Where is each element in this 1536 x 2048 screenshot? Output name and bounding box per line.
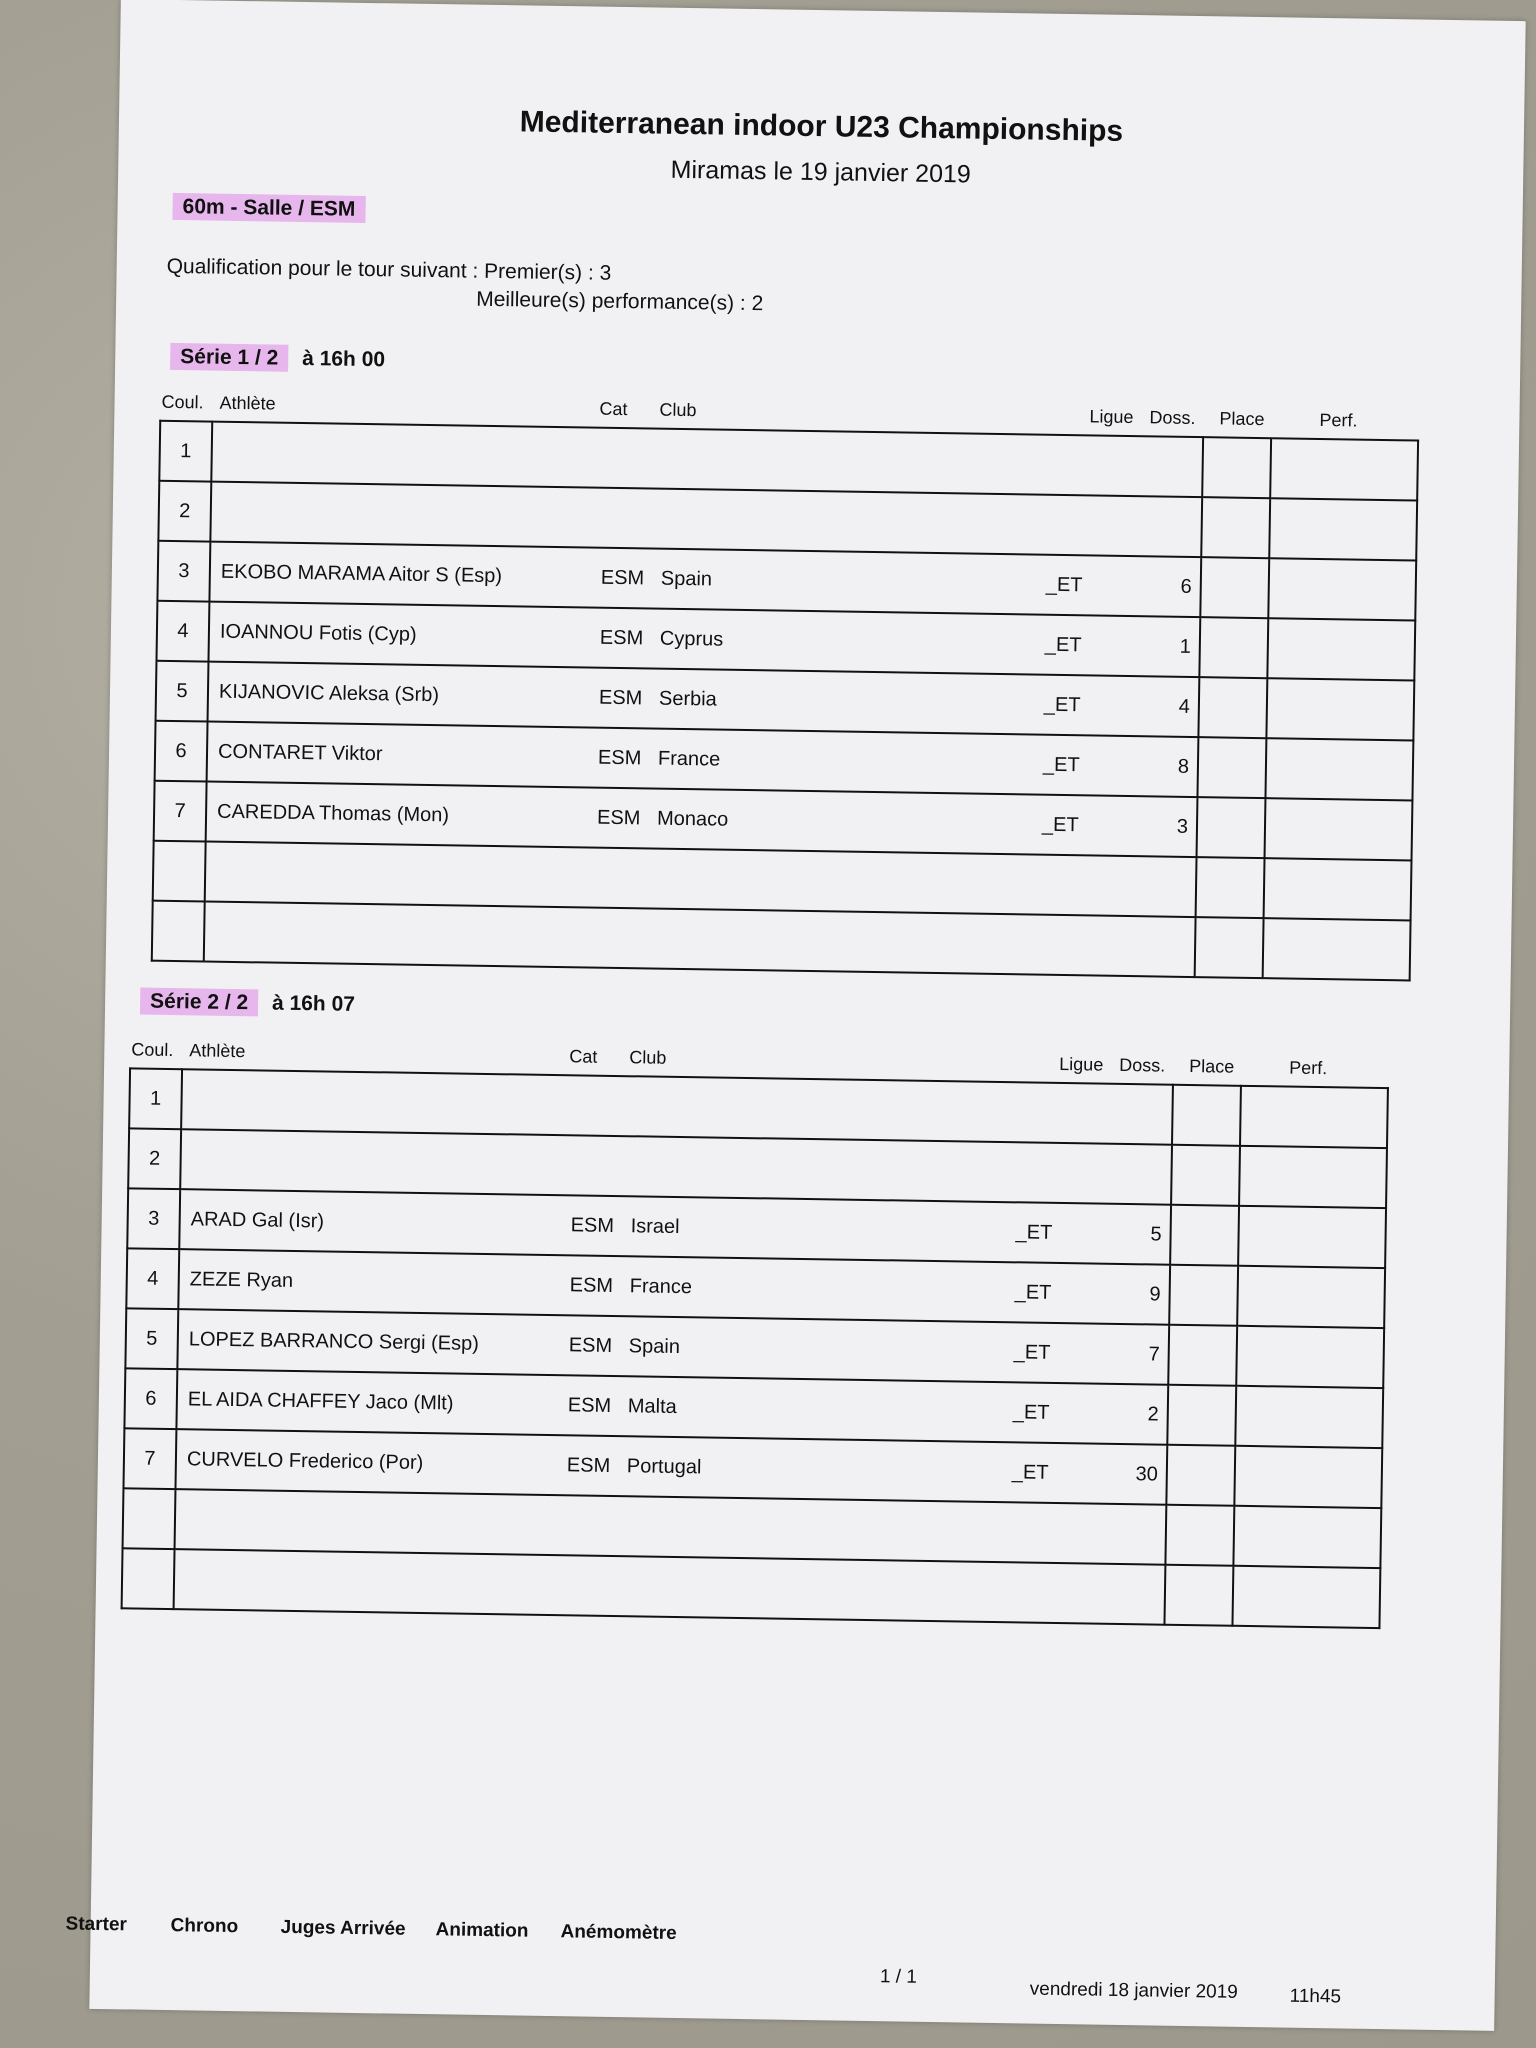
athlete-ligue: _ET <box>1014 1281 1052 1304</box>
series-1-table <box>151 420 1419 982</box>
col-athlete: Athlète <box>189 1040 246 1062</box>
place-cell <box>1198 677 1267 738</box>
place-cell <box>1169 1265 1238 1326</box>
document-title: Mediterranean indoor U23 Championships <box>519 105 1124 148</box>
lane-cell: 5 <box>156 661 209 722</box>
athlete-club: Malta <box>627 1395 677 1418</box>
athlete-name: EKOBO MARAMA Aitor S (Esp) <box>220 560 503 588</box>
lane-cell: 5 <box>125 1308 178 1369</box>
athlete-cat: ESM <box>570 1214 615 1237</box>
perf-cell <box>1269 498 1417 560</box>
athlete-doss: 30 <box>1135 1463 1158 1486</box>
lane-cell <box>122 1548 175 1609</box>
place-cell <box>1172 1085 1241 1146</box>
athlete-club: Spain <box>628 1335 681 1359</box>
athlete-ligue: _ET <box>1045 573 1083 597</box>
athlete-doss: 4 <box>1178 695 1191 718</box>
print-time: 11h45 <box>1289 1985 1342 2008</box>
qualification-rule-1: Qualification pour le tour suivant : Premier(s) : 3 <box>166 254 612 285</box>
place-cell <box>1165 1505 1234 1566</box>
series-2-table <box>121 1067 1389 1629</box>
col-place: Place <box>1189 1056 1235 1077</box>
athlete-name: IOANNOU Fotis (Cyp) <box>219 620 417 646</box>
perf-cell <box>1239 1146 1387 1208</box>
series-1-label: Série 1 / 2 <box>170 343 288 372</box>
athlete-club: Cyprus <box>659 627 724 651</box>
athlete-ligue: _ET <box>1043 693 1081 717</box>
athlete-club: Israel <box>630 1215 680 1239</box>
perf-cell <box>1263 918 1411 980</box>
athlete-doss: 2 <box>1147 1403 1159 1426</box>
athlete-doss: 5 <box>1150 1223 1162 1246</box>
lane-cell: 7 <box>154 781 207 842</box>
athlete-cat: ESM <box>567 1394 612 1417</box>
place-cell <box>1195 917 1264 978</box>
place-cell <box>1199 617 1268 678</box>
col-perf: Perf. <box>1319 409 1358 431</box>
athlete-ligue: _ET <box>1042 753 1080 777</box>
athlete-club: Serbia <box>658 687 717 711</box>
lane-cell <box>152 901 205 962</box>
athlete-cat: ESM <box>568 1334 613 1357</box>
place-cell <box>1197 797 1266 858</box>
place-cell <box>1170 1205 1239 1266</box>
place-cell <box>1201 497 1270 558</box>
col-ligue: Ligue <box>1089 406 1134 428</box>
col-coul: Coul. <box>131 1039 174 1061</box>
perf-cell <box>1232 1566 1380 1628</box>
athlete-name: LOPEZ BARRANCO Sergi (Esp) <box>188 1328 480 1355</box>
athlete-ligue: _ET <box>1015 1221 1053 1244</box>
perf-cell <box>1265 798 1413 860</box>
athlete-doss: 6 <box>1180 575 1192 598</box>
series-1-header <box>170 345 385 372</box>
lane-cell: 2 <box>128 1128 181 1189</box>
athlete-cat: ESM <box>596 806 641 830</box>
lane-cell: 4 <box>156 601 209 662</box>
athlete-ligue: _ET <box>1041 813 1079 837</box>
athlete-name: CONTARET Viktor <box>217 740 383 766</box>
col-perf: Perf. <box>1289 1057 1328 1079</box>
lane-cell: 3 <box>157 541 210 602</box>
athlete-doss: 3 <box>1176 815 1189 838</box>
athlete-name: ARAD Gal (Isr) <box>190 1208 325 1233</box>
perf-cell <box>1240 1086 1388 1148</box>
place-cell <box>1167 1385 1236 1446</box>
footer-starter: Starter <box>65 1913 128 1936</box>
event-name <box>172 195 365 222</box>
perf-cell <box>1264 858 1412 920</box>
lane-cell: 6 <box>155 721 208 782</box>
col-place: Place <box>1219 408 1265 430</box>
footer-animation: Animation <box>435 1919 529 1942</box>
place-cell <box>1171 1145 1240 1206</box>
col-coul: Coul. <box>161 391 204 413</box>
lane-cell: 6 <box>124 1368 177 1429</box>
col-club: Club <box>629 1047 667 1068</box>
athlete-doss: 8 <box>1177 755 1190 778</box>
col-club: Club <box>659 399 697 421</box>
col-doss: Doss. <box>1149 407 1196 429</box>
perf-cell <box>1234 1446 1382 1508</box>
athlete-name: ZEZE Ryan <box>189 1268 294 1292</box>
perf-cell <box>1233 1506 1381 1568</box>
qualification-rule-2: Meilleure(s) performance(s) : 2 <box>476 287 764 316</box>
athlete-doss: 9 <box>1149 1283 1161 1306</box>
place-cell <box>1164 1565 1233 1626</box>
athlete-cat: ESM <box>598 686 643 710</box>
perf-cell <box>1236 1326 1384 1388</box>
col-cat: Cat <box>599 398 628 420</box>
athlete-doss: 1 <box>1179 635 1192 658</box>
perf-cell <box>1267 618 1415 680</box>
athlete-doss: 7 <box>1148 1343 1160 1366</box>
lane-cell: 3 <box>127 1188 180 1249</box>
col-ligue: Ligue <box>1059 1053 1104 1075</box>
page-number: 1 / 1 <box>879 1966 918 1988</box>
athlete-club: France <box>657 747 721 771</box>
col-cat: Cat <box>569 1046 598 1067</box>
lane-cell: 1 <box>159 421 212 482</box>
series-2-label: Série 2 / 2 <box>140 988 258 1017</box>
footer-juges: Juges Arrivée <box>280 1916 406 1940</box>
perf-cell <box>1266 678 1414 740</box>
place-cell <box>1168 1325 1237 1386</box>
series-2-header <box>140 990 355 1017</box>
lane-cell: 4 <box>126 1248 179 1309</box>
perf-cell <box>1270 438 1418 500</box>
lane-cell: 2 <box>158 481 211 542</box>
athlete-club: Spain <box>660 567 713 591</box>
athlete-name: CURVELO Frederico (Por) <box>186 1448 424 1475</box>
col-athlete: Athlète <box>219 392 276 414</box>
place-cell <box>1197 737 1266 798</box>
athlete-club: Monaco <box>656 807 729 831</box>
athlete-name: KIJANOVIC Aleksa (Srb) <box>218 680 440 707</box>
place-cell <box>1196 857 1265 918</box>
athlete-cat: ESM <box>569 1274 614 1297</box>
place-cell <box>1200 557 1269 618</box>
athlete-cat: ESM <box>566 1454 611 1477</box>
athlete-name: EL AIDA CHAFFEY Jaco (Mlt) <box>187 1388 454 1415</box>
footer-chrono: Chrono <box>170 1915 239 1938</box>
col-doss: Doss. <box>1119 1054 1166 1076</box>
athlete-club: France <box>629 1275 693 1299</box>
lane-cell: 1 <box>129 1068 182 1129</box>
athlete-cat: ESM <box>597 746 642 770</box>
perf-cell <box>1238 1206 1386 1268</box>
perf-cell <box>1268 558 1416 620</box>
print-date: vendredi 18 janvier 2019 <box>1029 1978 1238 2003</box>
place-cell <box>1202 437 1271 498</box>
footer-anemometre: Anémomètre <box>560 1921 677 1945</box>
athlete-name: CAREDDA Thomas (Mon) <box>216 800 450 827</box>
perf-cell <box>1237 1266 1385 1328</box>
event-label: 60m - Salle / ESM <box>172 193 365 223</box>
athlete-club: Portugal <box>626 1455 702 1479</box>
athlete-cat: ESM <box>599 626 644 650</box>
perf-cell <box>1265 738 1413 800</box>
athlete-ligue: _ET <box>1013 1341 1051 1364</box>
athlete-ligue: _ET <box>1044 633 1082 657</box>
athlete-ligue: _ET <box>1011 1461 1049 1484</box>
athlete-cat: ESM <box>600 566 645 590</box>
place-cell <box>1166 1445 1235 1506</box>
perf-cell <box>1235 1386 1383 1448</box>
start-list-sheet <box>65 0 1525 2031</box>
series-2-time: à 16h 07 <box>271 991 356 1016</box>
athlete-ligue: _ET <box>1012 1401 1050 1424</box>
series-1-time: à 16h 00 <box>301 346 386 372</box>
lane-cell: 7 <box>123 1428 176 1489</box>
lane-cell <box>153 841 206 902</box>
lane-cell <box>123 1488 176 1549</box>
document-subtitle: Miramas le 19 janvier 2019 <box>670 155 972 189</box>
